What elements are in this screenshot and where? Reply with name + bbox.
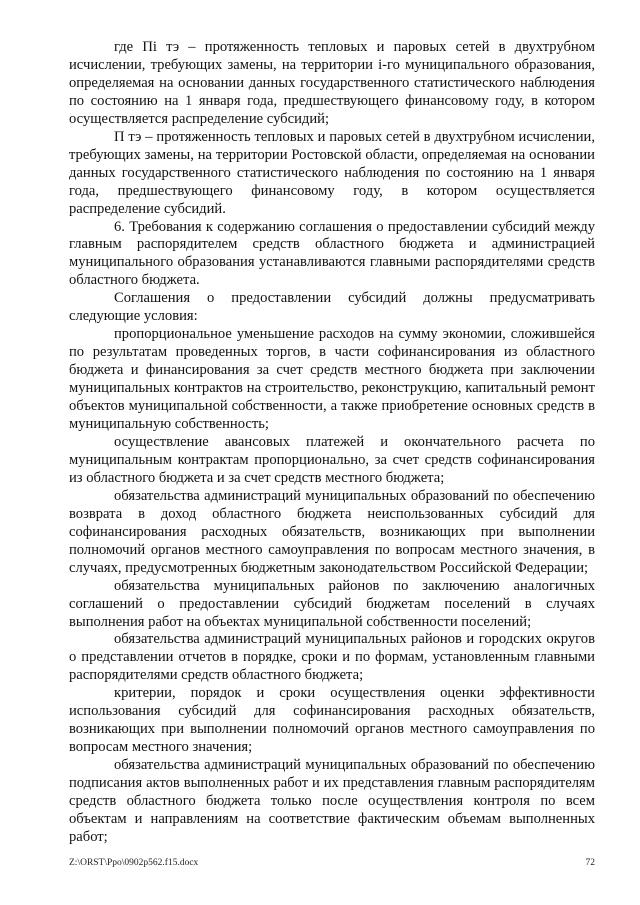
list-item-proportional-reduction: пропорциональное уменьшение расходов на сумму экономии, сложившейся по результатам проведенных торгов, в части софинансирования из областного бюджета и финансирования за счет средств местного бюджета при заключении муниципальных контрактов на строительство, реконструкцию, капитальный ремонт объектов муниципальной собственности, а также приобретение основных средств в муниципальную собственность; [69, 326, 595, 433]
paragraph-p-definition: П тэ – протяженность тепловых и паровых сетей в двухтрубном исчислении, требующих замены, на территории Ростовской области, определяемая на основании данных государственного статистического наблюдения по состоянию на 1 января года, предшествующего финансовому году, в котором осуществляется распределение субсидий. [69, 128, 595, 217]
list-item-reporting-obligations: обязательства администраций муниципальных районов и городских округов о представлении отчетов в порядке, сроки и по формам, установленным главными распорядителями средств областного бюджета; [69, 631, 595, 684]
list-item-advance-payments: осуществление авансовых платежей и окончательного расчета по муниципальным контрактам пропорционально, за счет средств софинансирования из областного бюджета и за счет средств местного бюджета; [69, 433, 595, 486]
paragraph-section-6: 6. Требования к содержанию соглашения о предоставлении субсидий между главным распорядителем средств областного бюджета и администрацией муниципального образования устанавливаются главными распорядителями средств областного бюджета. [69, 218, 595, 289]
list-item-efficiency-criteria: критерии, порядок и сроки осуществления оценки эффективности использования субсидий для софинансирования расходных обязательств, возникающих при выполнении полномочий органов местного самоуправления по вопросам местного значения; [69, 685, 595, 756]
document-body [69, 39, 595, 847]
list-item-return-obligations: обязательства администраций муниципальных образований по обеспечению возврата в доход областного бюджета неиспользованных субсидий для софинансирования расходных обязательств, возникающих при выполнении полномочий органов местного самоуправления по вопросам местного значения, в случаях, предусмотренных бюджетным законодательством Российской Федерации; [69, 487, 595, 576]
paragraph-agreement-conditions: Соглашения о предоставлении субсидий должны предусматривать следующие условия: [69, 290, 595, 325]
list-item-acts-signing: обязательства администраций муниципальных образований по обеспечению подписания актов выполненных работ и их представления главным распорядителям средств областного бюджета только после осуществления контроля по всем объектам и направлениям на соответствие фактическим объемам выполненных работ; [69, 757, 595, 845]
footer-file-path: Z:\ORST\Ppo\0902p562.f15.docx [69, 858, 199, 868]
paragraph-p-i-definition: где Пi тэ – протяженность тепловых и паровых сетей в двухтрубном исчислении, требующих замены, на территории i-го муниципального образования, определяемая на основании данных государственного статистического наблюдения по состоянию на 1 января года, предшествующего финансовому году, в котором осуществляется распределение субсидий; [69, 39, 595, 127]
list-item-district-agreements: обязательства муниципальных районов по заключению аналогичных соглашений о предоставлении субсидий бюджетам поселений в случаях выполнения работ на объектах муниципальной собственности поселений; [69, 577, 595, 630]
page-number: 72 [585, 858, 595, 868]
